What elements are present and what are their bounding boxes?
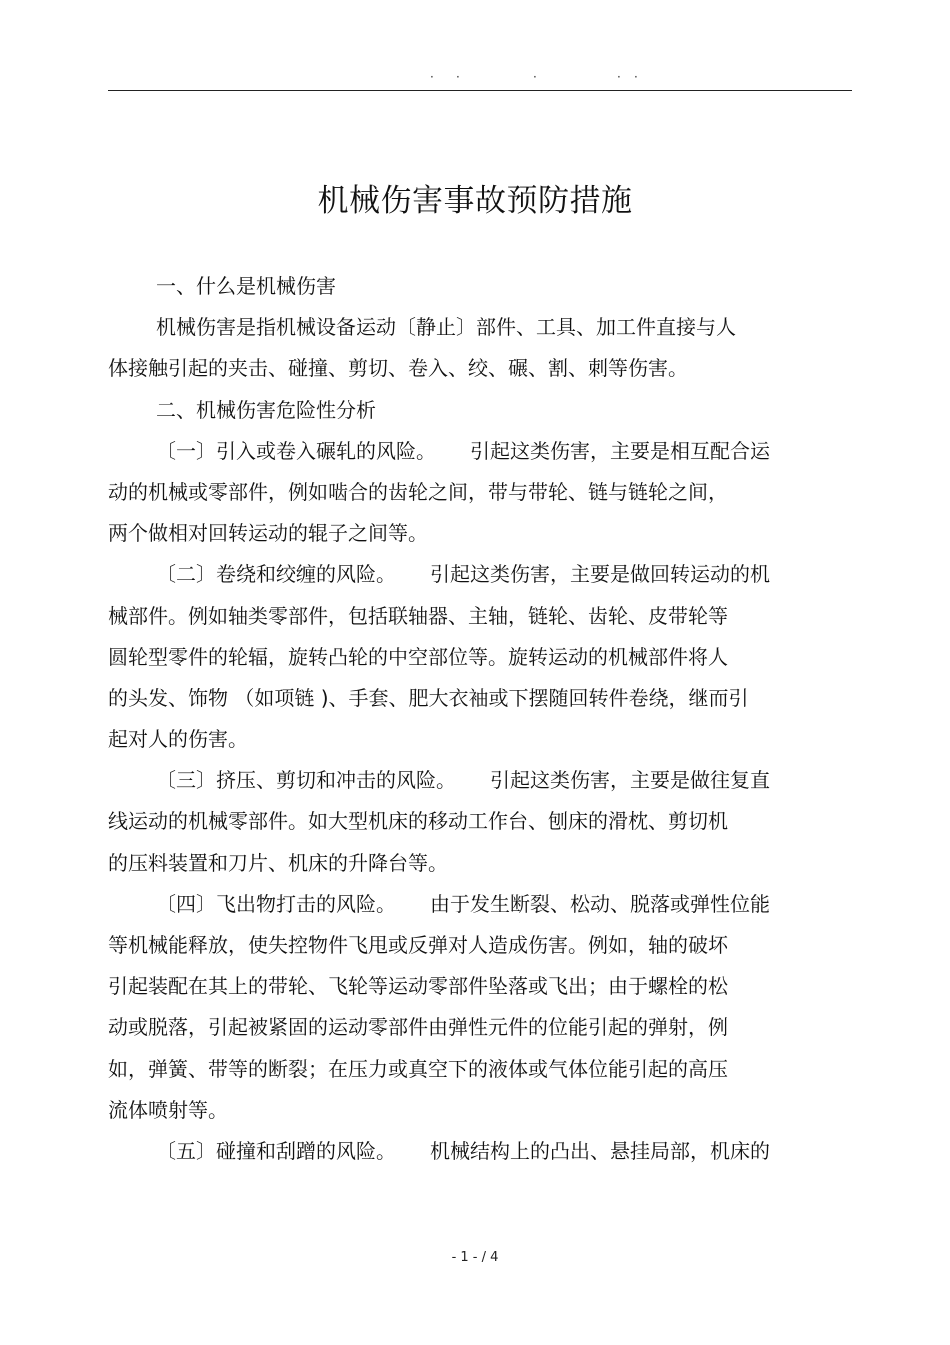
document-title: 机械伤害事故预防措施 <box>317 183 633 219</box>
paragraph-line: 械部件。例如轴类零部件，包括联轴器、主轴，链轮、齿轮、皮带轮等 <box>108 603 728 628</box>
paragraph-text: 引起这类伤害，主要是做往复直 <box>490 768 770 793</box>
paragraph-line: 线运动的机械零部件。如大型机床的移动工作台、刨床的滑枕、剪切机 <box>108 809 728 834</box>
header-dot: · <box>430 70 434 84</box>
paragraph-line: 动或脱落，引起被紧固的运动零部件由弹性元件的位能引起的弹射，例 <box>108 1015 728 1040</box>
subsection-heading: 〔四〕飞出物打击的风险。 <box>156 891 396 916</box>
header-dot: · <box>617 70 621 84</box>
paragraph-line: 流体喷射等。 <box>108 1097 228 1122</box>
paragraph-line: 动的机械或零部件，例如啮合的齿轮之间，带与带轮、链与链轮之间， <box>108 479 728 504</box>
paragraph-line: 机械伤害是指机械设备运动〔静止〕部件、工具、加工件直接与人 <box>156 315 736 340</box>
paragraph-text: 引起这类伤害，主要是相互配合运 <box>470 438 770 463</box>
section-heading: 二、机械伤害危险性分析 <box>156 397 376 422</box>
header-dot: · <box>456 70 460 84</box>
subsection-heading: 〔五〕碰撞和刮蹭的风险。 <box>156 1138 396 1163</box>
subsection-heading: 〔二〕卷绕和绞缠的风险。 <box>156 562 396 587</box>
paragraph-text: 引起这类伤害，主要是做回转运动的机 <box>430 562 770 587</box>
paragraph-line: 如，弹簧、带等的断裂；在压力或真空下的液体或气体位能引起的高压 <box>108 1056 728 1081</box>
paragraph-line <box>108 554 828 595</box>
header-rule <box>108 90 852 91</box>
paragraph-text: 机械结构上的凸出、悬挂局部，机床的 <box>430 1138 770 1163</box>
paragraph-text: 由于发生断裂、松动、脱落或弹性位能 <box>430 891 770 916</box>
paragraph-line: 的头发、饰物 （如项链 )、手套、肥大衣袖或下摆随回转件卷绕，继而引 <box>108 685 749 710</box>
paragraph-line <box>108 760 828 801</box>
paragraph-line: 的压料装置和刀片、机床的升降台等。 <box>108 850 448 875</box>
paragraph-line <box>108 1131 828 1172</box>
paragraph-line: 引起装配在其上的带轮、飞轮等运动零部件坠落或飞出；由于螺栓的松 <box>108 974 728 999</box>
document-body <box>108 266 828 1172</box>
page-number: - 1 - / 4 <box>451 1250 499 1265</box>
paragraph-line: 起对人的伤害。 <box>108 727 248 752</box>
subsection-heading: 〔三〕挤压、剪切和冲击的风险。 <box>156 768 456 793</box>
paragraph-line: 等机械能释放，使失控物件飞甩或反弹对人造成伤害。例如，轴的破坏 <box>108 933 728 957</box>
paragraph-line: 体接触引起的夹击、碰撞、剪切、卷入、绞、碾、割、刺等伤害。 <box>108 356 688 381</box>
subsection-heading: 〔一〕引入或卷入碾轧的风险。 <box>156 438 436 463</box>
paragraph-line <box>108 431 828 472</box>
section-heading: 一、什么是机械伤害 <box>156 274 336 298</box>
paragraph-line: 圆轮型零件的轮辐，旋转凸轮的中空部位等。旋转运动的机械部件将人 <box>108 644 728 669</box>
paragraph-line <box>108 884 828 925</box>
header-dot: · <box>634 70 638 84</box>
header-dot: · <box>533 70 537 84</box>
paragraph-line: 两个做相对回转运动的辊子之间等。 <box>108 521 428 546</box>
